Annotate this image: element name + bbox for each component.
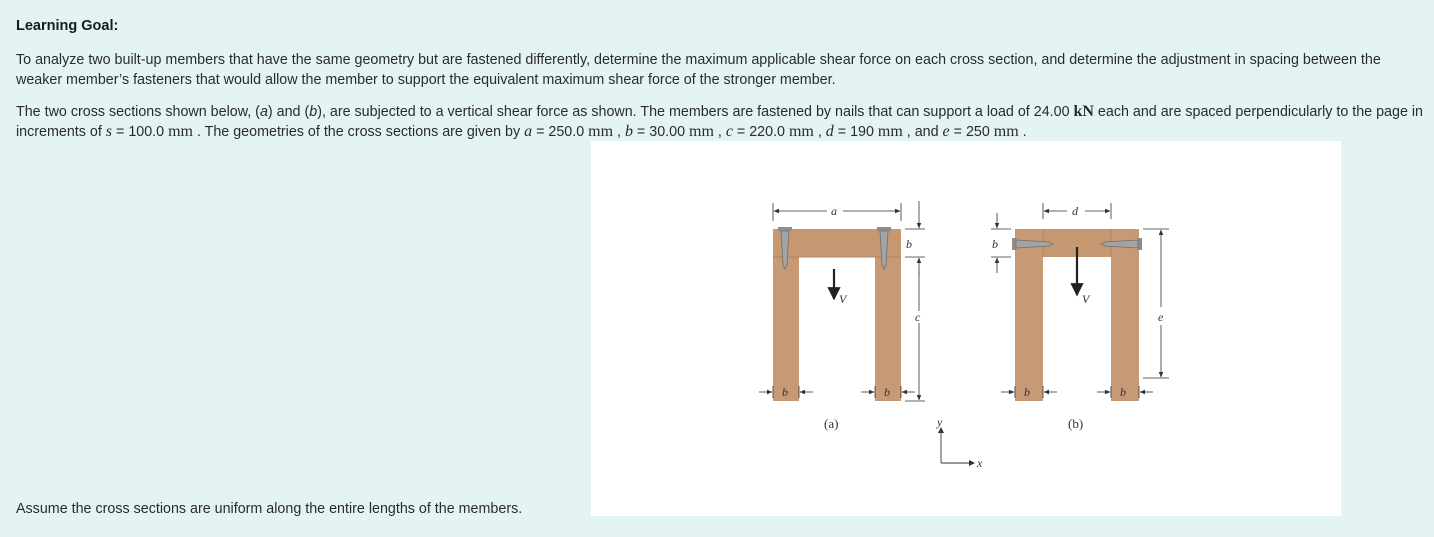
dim-b-label-b-left: b bbox=[1024, 385, 1030, 399]
dim-b-label-a-left: b bbox=[782, 385, 788, 399]
section-b-right-leg bbox=[1111, 229, 1139, 401]
learning-goal-heading: Learning Goal: bbox=[16, 18, 119, 34]
shear-label-b: V bbox=[1082, 292, 1090, 306]
cross-sections-figure bbox=[591, 141, 1341, 516]
dim-b-label-a-top: b bbox=[906, 237, 912, 251]
dim-e-label: e bbox=[1158, 310, 1164, 324]
dim-b-label-a-right: b bbox=[884, 385, 890, 399]
assumption-text: Assume the cross sections are uniform along the entire lengths of the members. bbox=[16, 501, 523, 517]
dim-b-label-b-right: b bbox=[1120, 385, 1126, 399]
section-b bbox=[991, 203, 1169, 431]
load-unit: kN bbox=[1073, 103, 1094, 120]
shear-label-a: V bbox=[839, 292, 847, 306]
axes-icon bbox=[936, 415, 983, 470]
dim-d-label: d bbox=[1072, 204, 1078, 218]
caption-b: (b) bbox=[1068, 416, 1084, 431]
dim-b-label-b-side: b bbox=[992, 237, 998, 251]
axis-y-label: y bbox=[937, 415, 943, 429]
caption-a: (a) bbox=[824, 416, 839, 431]
section-b-left-leg bbox=[1015, 229, 1043, 401]
learning-goal-text: To analyze two built-up members that have the same geometry but are fastened differently, determine the maximum applicable shear force on each cross section, and determine the adjustment in spacing between the weaker member’s fasteners that would allow the member to support the equivalent maximum shear force of the stronger member. bbox=[16, 52, 1381, 88]
axis-x-label: x bbox=[977, 456, 983, 470]
dim-a-label: a bbox=[831, 204, 837, 218]
section-a bbox=[759, 201, 925, 431]
problem-statement: The two cross sections shown below, (a) and (b), are subjected to a vertical shear force as shown. The members are fastened by nails that can support a load of 24.00 kN each and are spaced perpendicularly to the page in increments of s = 100.0 mm . The geometries of the cross sections are given by a = 250.0 mm , b = 30.00 mm , c = 220.0 mm , d = 190 mm , and e = 250 mm . bbox=[16, 103, 1424, 140]
dim-c-label: c bbox=[915, 310, 921, 324]
